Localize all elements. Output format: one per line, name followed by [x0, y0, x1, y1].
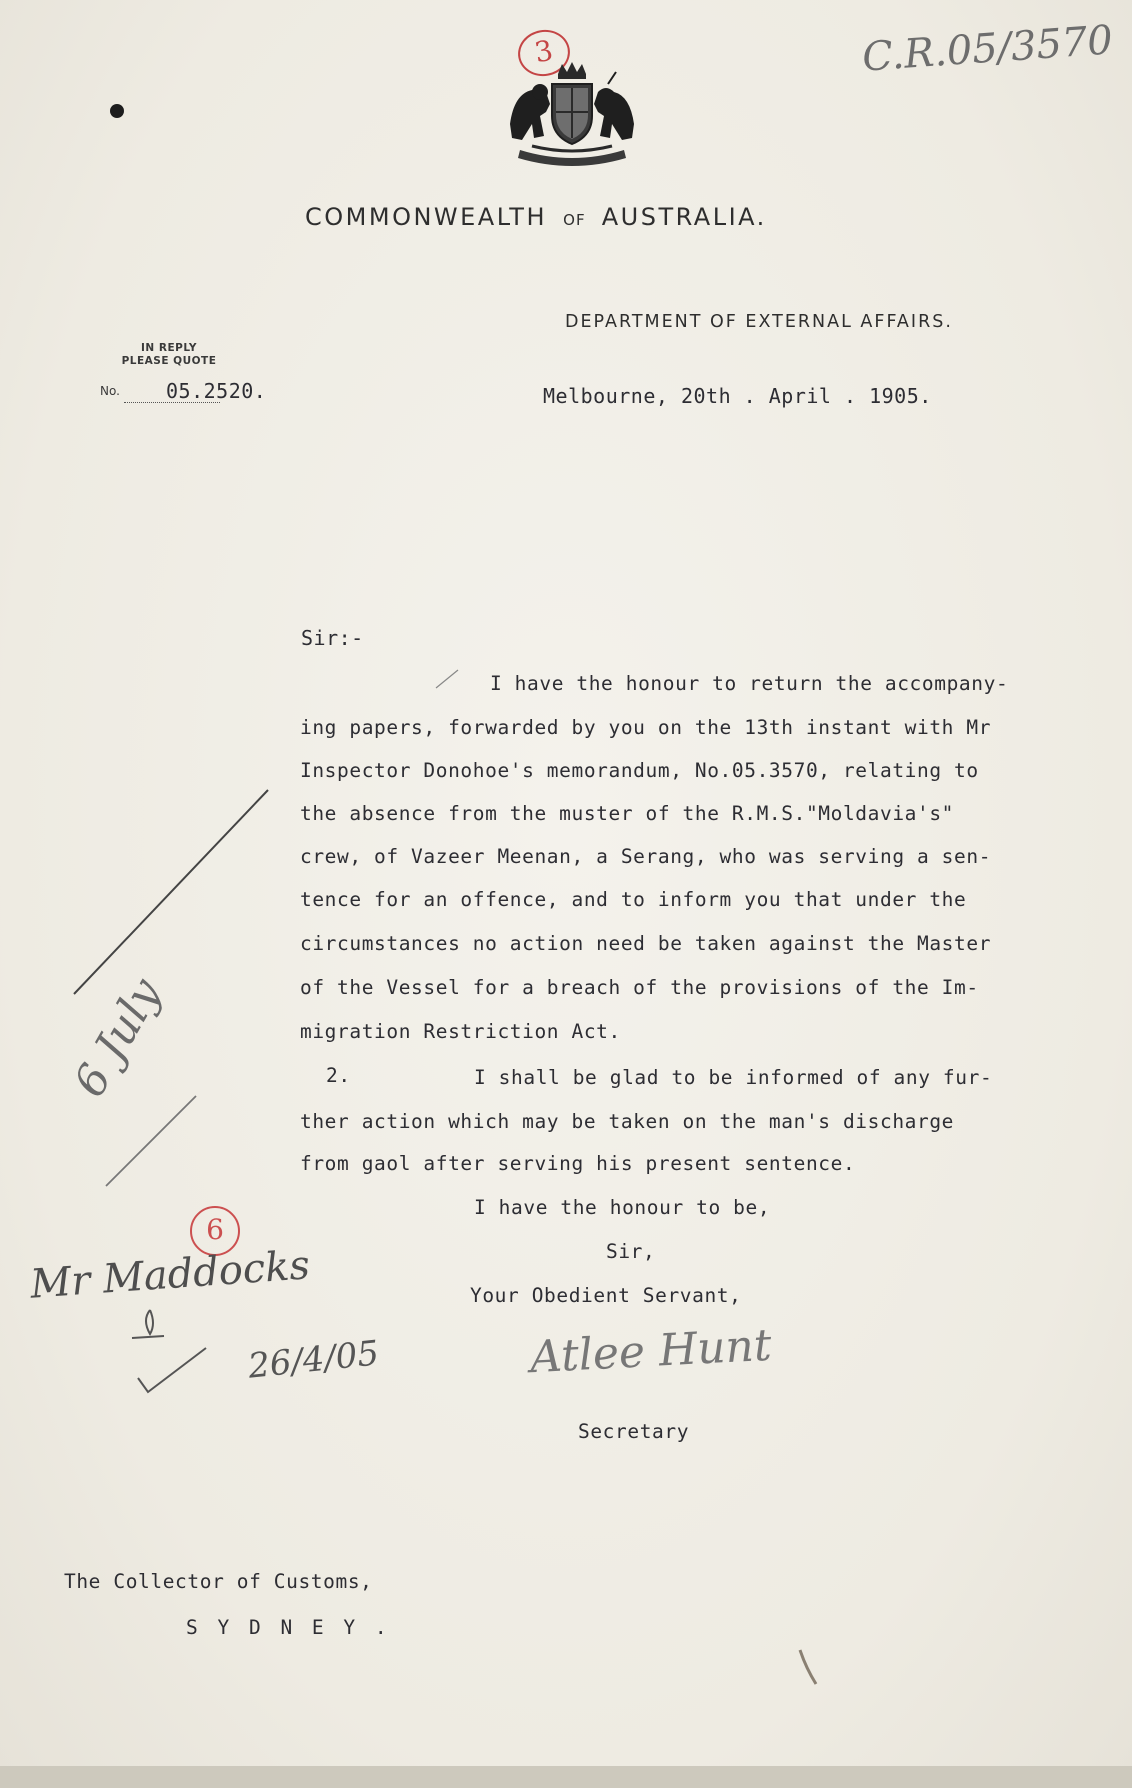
- page-bottom-edge: [0, 1766, 1132, 1788]
- paper-mark: [796, 1648, 820, 1688]
- salutation: Sir:-: [301, 626, 364, 650]
- signature: Atlee Hunt: [528, 1319, 773, 1384]
- body-line: Inspector Donohoe's memorandum, No.05.3570, relating to: [300, 759, 979, 782]
- handwritten-file-reference: C.R.05/3570: [860, 17, 1115, 81]
- body-line: ther action which may be taken on the man's discharge: [300, 1110, 955, 1133]
- margin-pencil-stroke: [60, 780, 280, 1020]
- body-line: I shall be glad to be informed of any fur-: [474, 1066, 993, 1089]
- body-line: the absence from the muster of the R.M.S."Moldavia's": [300, 802, 955, 825]
- reply-number-label: No.: [100, 384, 120, 398]
- circled-number-text: 6: [206, 1213, 224, 1246]
- letterhead-title-of: OF: [563, 211, 586, 229]
- body-line: tence for an offence, and to inform you that under the: [300, 888, 967, 911]
- handwritten-date: 26/4/05: [246, 1333, 381, 1387]
- handwritten-initials-mark: [120, 1300, 220, 1400]
- body-line: from gaol after serving his present sentence.: [300, 1152, 856, 1175]
- signatory-title: Secretary: [578, 1420, 690, 1443]
- handwritten-name: Mr Maddocks: [28, 1242, 312, 1308]
- in-reply-line2: PLEASE QUOTE: [121, 355, 217, 367]
- body-line: migration Restriction Act.: [300, 1020, 621, 1043]
- body-line: circumstances no action need be taken against the Master: [300, 932, 992, 955]
- reply-number: 05.2520.: [166, 379, 267, 403]
- body-line: I have the honour to return the accompany-: [490, 672, 1009, 695]
- department-name: DEPARTMENT OF EXTERNAL AFFAIRS.: [565, 312, 953, 332]
- closing-sir: Sir,: [606, 1240, 656, 1263]
- paragraph-number: 2.: [326, 1064, 351, 1087]
- addressee-line1: The Collector of Customs,: [64, 1570, 373, 1593]
- letterhead-title-australia: AUSTRALIA.: [601, 203, 767, 231]
- circled-number-text: 3: [532, 33, 556, 70]
- letterhead-title: [305, 203, 767, 231]
- in-reply-label: [114, 342, 224, 368]
- body-line: ing papers, forwarded by you on the 13th instant with Mr: [300, 716, 992, 739]
- place-date: Melbourne, 20th . April . 1905.: [543, 384, 932, 408]
- addressee-city: S Y D N E Y .: [186, 1616, 391, 1639]
- closing-line: I have the honour to be,: [474, 1196, 771, 1219]
- in-reply-line1: IN REPLY: [141, 342, 197, 354]
- body-line: crew, of Vazeer Meenan, a Serang, who was serving a sen-: [300, 845, 992, 868]
- pencil-tick-mark: [434, 668, 460, 690]
- letterhead-title-commonwealth: COMMONWEALTH: [305, 203, 547, 231]
- closing-servant: Your Obedient Servant,: [470, 1284, 742, 1307]
- body-line: of the Vessel for a breach of the provisions of the Im-: [300, 976, 979, 999]
- coat-of-arms-icon: [496, 54, 648, 174]
- margin-strike-stroke: [100, 1090, 210, 1200]
- margin-date-annotation: 6 July: [64, 970, 172, 1106]
- punch-hole: [110, 104, 124, 118]
